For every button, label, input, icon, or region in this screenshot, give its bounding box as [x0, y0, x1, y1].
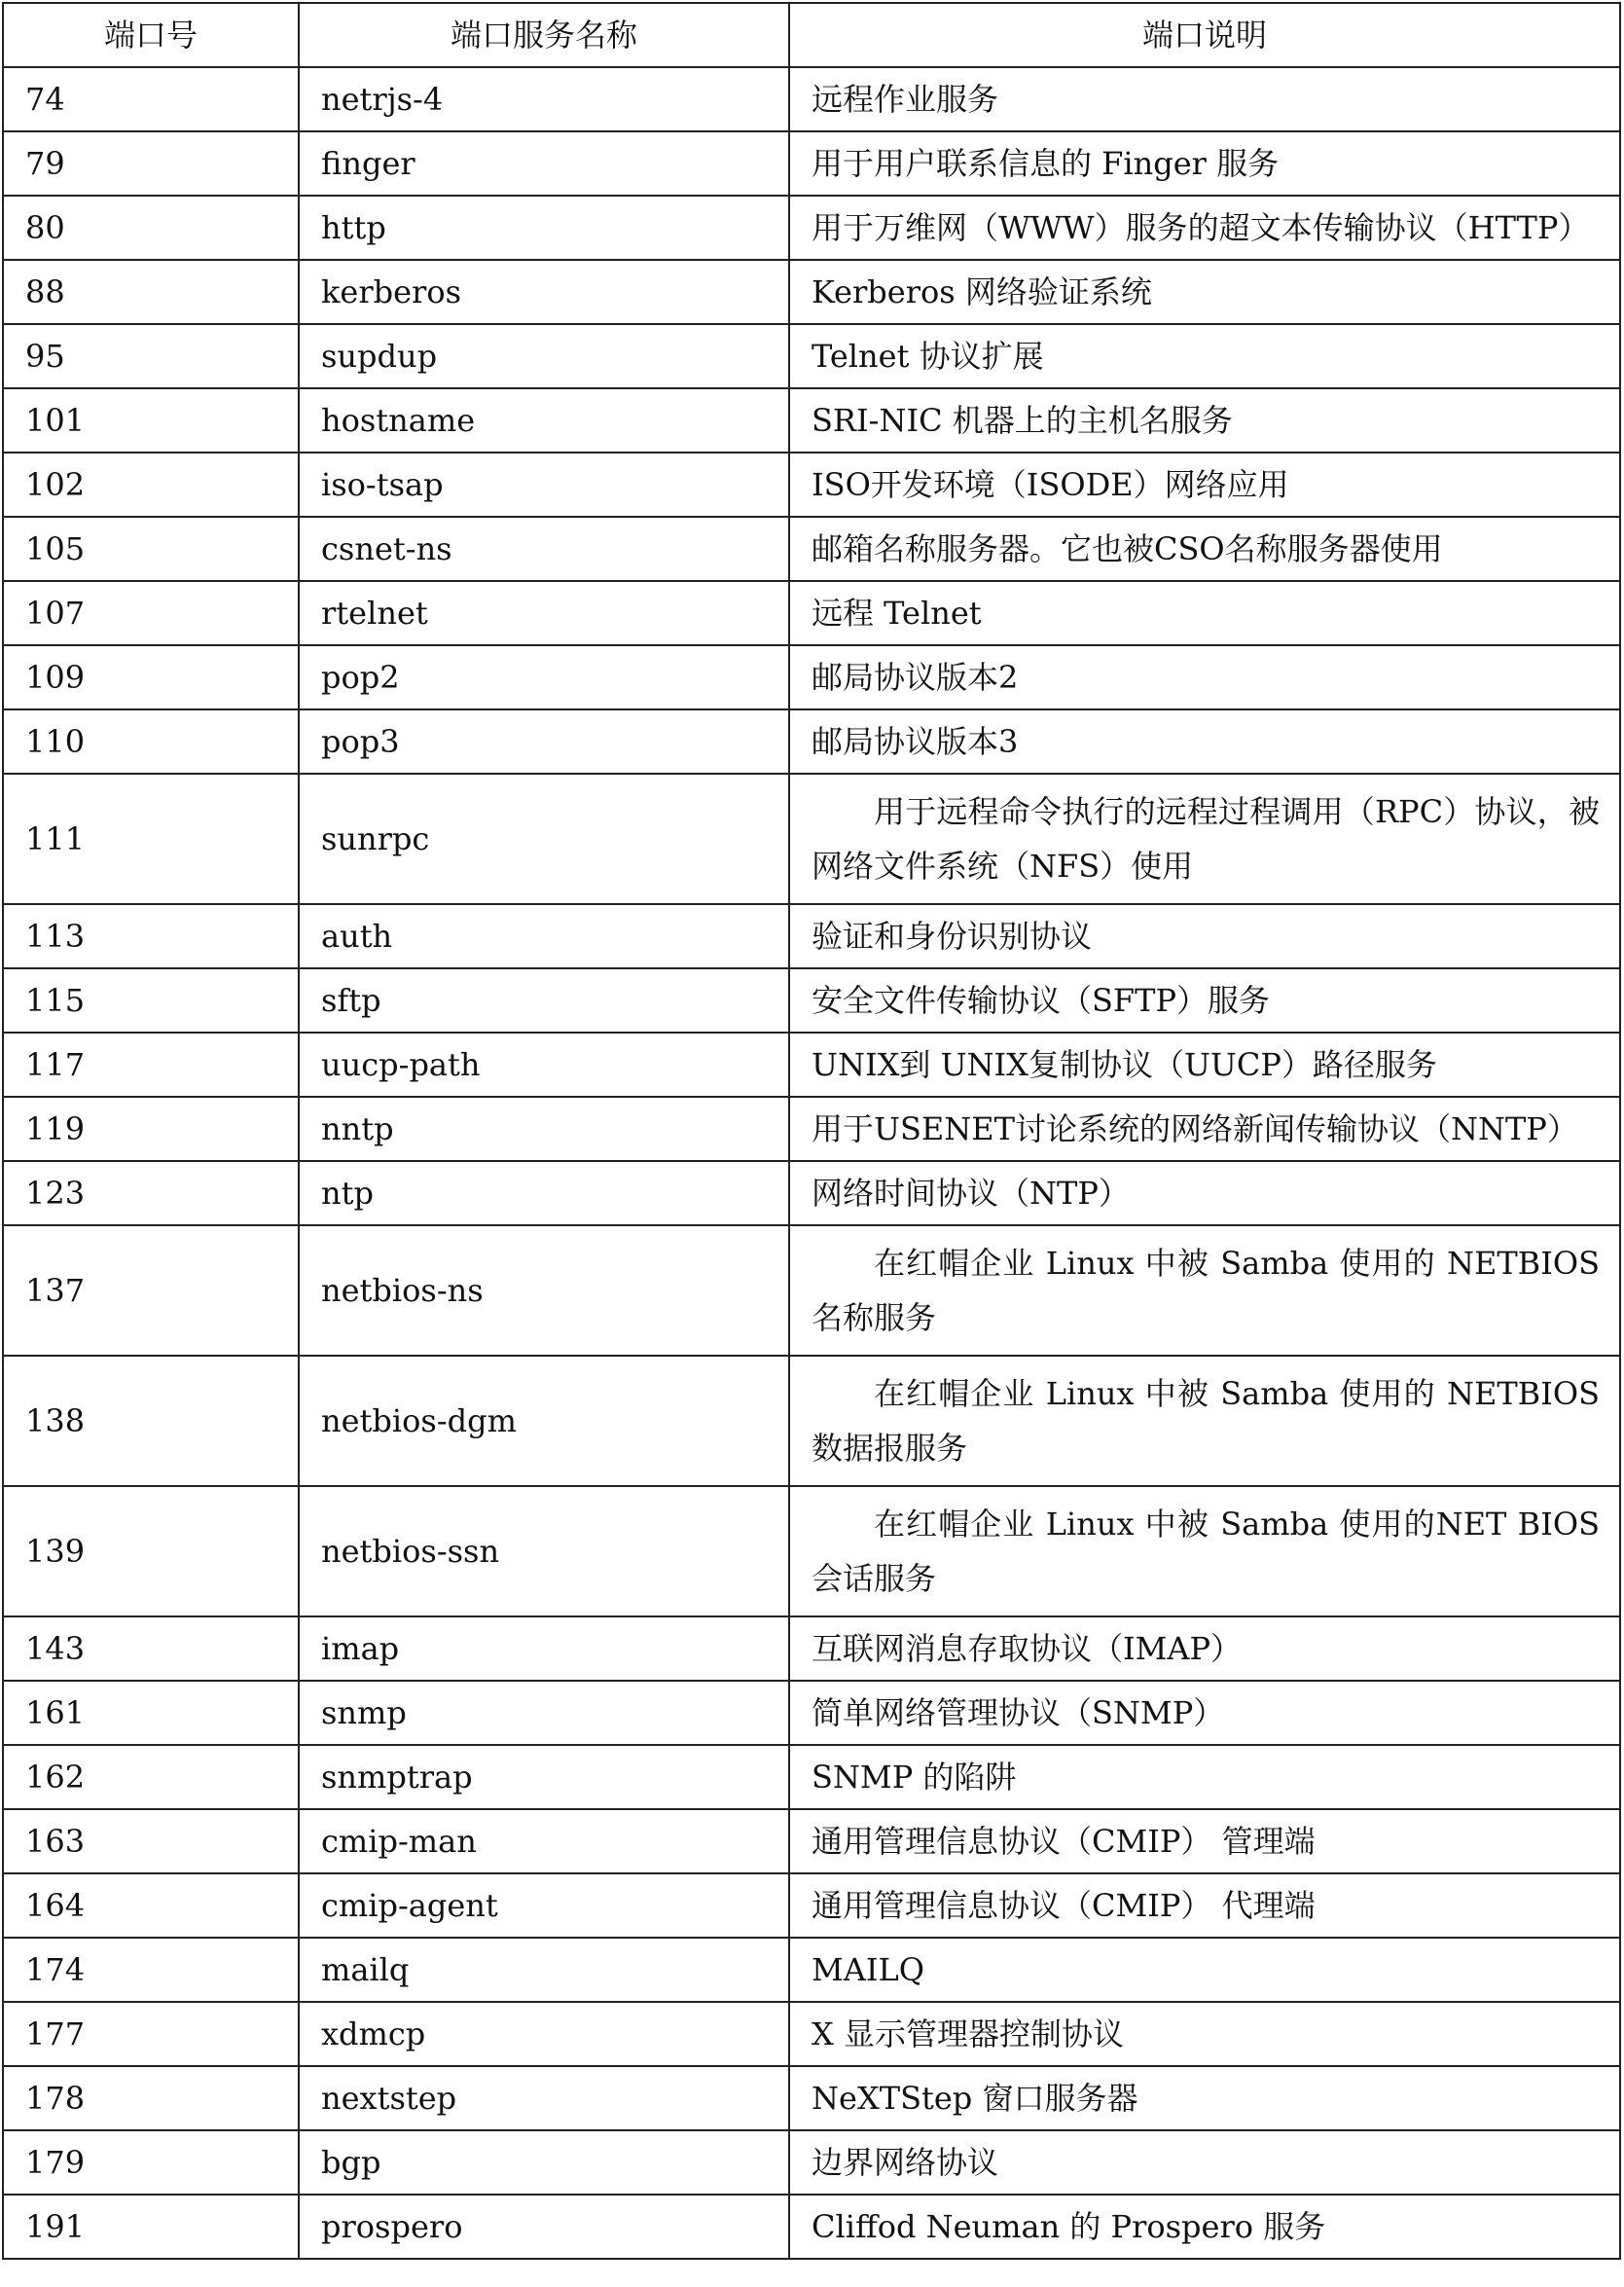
- description-cell: 用于万维网（WWW）服务的超文本传输协议（HTTP）: [789, 196, 1620, 260]
- port-cell: 119: [3, 1097, 299, 1161]
- table-row: [3, 968, 1620, 1033]
- description-cell: Telnet 协议扩展: [789, 324, 1620, 388]
- description-cell: 在红帽企业 Linux 中被 Samba 使用的 NETBIOS 数据报服务: [789, 1356, 1620, 1486]
- service-name-cell: netbios-ns: [299, 1225, 789, 1356]
- service-name-cell: rtelnet: [299, 581, 789, 645]
- table-row: [3, 196, 1620, 260]
- port-cell: 111: [3, 774, 299, 904]
- port-cell: 164: [3, 1873, 299, 1938]
- table-row: [3, 1356, 1620, 1486]
- service-name-cell: bgp: [299, 2130, 789, 2195]
- service-name-cell: finger: [299, 131, 789, 196]
- service-name-cell: imap: [299, 1616, 789, 1681]
- service-name-cell: snmptrap: [299, 1745, 789, 1809]
- port-cell: 139: [3, 1486, 299, 1616]
- port-cell: 161: [3, 1681, 299, 1745]
- port-cell: 179: [3, 2130, 299, 2195]
- table-row: [3, 1616, 1620, 1681]
- service-name-cell: csnet-ns: [299, 517, 789, 581]
- description-cell: Kerberos 网络验证系统: [789, 260, 1620, 324]
- description-cell: 验证和身份识别协议: [789, 904, 1620, 968]
- description-cell: SNMP 的陷阱: [789, 1745, 1620, 1809]
- port-cell: 80: [3, 196, 299, 260]
- service-name-cell: netrjs-4: [299, 67, 789, 131]
- port-cell: 110: [3, 709, 299, 774]
- table-row: [3, 1033, 1620, 1097]
- description-cell: 边界网络协议: [789, 2130, 1620, 2195]
- table-row: [3, 131, 1620, 196]
- port-cell: 88: [3, 260, 299, 324]
- table-row: [3, 517, 1620, 581]
- port-cell: 117: [3, 1033, 299, 1097]
- service-name-cell: nntp: [299, 1097, 789, 1161]
- description-cell: 通用管理信息协议（CMIP） 代理端: [789, 1873, 1620, 1938]
- description-cell: 简单网络管理协议（SNMP）: [789, 1681, 1620, 1745]
- service-name-cell: mailq: [299, 1938, 789, 2002]
- service-name-cell: netbios-ssn: [299, 1486, 789, 1616]
- port-cell: 107: [3, 581, 299, 645]
- description-cell: 用于USENET讨论系统的网络新闻传输协议（NNTP）: [789, 1097, 1620, 1161]
- port-cell: 105: [3, 517, 299, 581]
- description-cell: X 显示管理器控制协议: [789, 2002, 1620, 2066]
- description-cell: 网络时间协议（NTP）: [789, 1161, 1620, 1225]
- service-name-cell: ntp: [299, 1161, 789, 1225]
- port-cell: 174: [3, 1938, 299, 2002]
- service-name-cell: supdup: [299, 324, 789, 388]
- table-row: [3, 2066, 1620, 2130]
- description-cell: 邮局协议版本3: [789, 709, 1620, 774]
- port-cell: 102: [3, 453, 299, 517]
- description-cell: UNIX到 UNIX复制协议（UUCP）路径服务: [789, 1033, 1620, 1097]
- table-row: [3, 709, 1620, 774]
- port-cell: 79: [3, 131, 299, 196]
- port-cell: 177: [3, 2002, 299, 2066]
- port-cell: 113: [3, 904, 299, 968]
- description-cell: 在红帽企业 Linux 中被 Samba 使用的 NETBIOS 名称服务: [789, 1225, 1620, 1356]
- service-name-cell: xdmcp: [299, 2002, 789, 2066]
- port-cell: 95: [3, 324, 299, 388]
- port-cell: 162: [3, 1745, 299, 1809]
- table-row: [3, 2195, 1620, 2259]
- port-cell: 115: [3, 968, 299, 1033]
- service-name-cell: cmip-man: [299, 1809, 789, 1873]
- description-cell: SRI-NIC 机器上的主机名服务: [789, 388, 1620, 453]
- port-cell: 137: [3, 1225, 299, 1356]
- description-cell: Cliffod Neuman 的 Prospero 服务: [789, 2195, 1620, 2259]
- table-body: [3, 67, 1620, 2259]
- table-row: [3, 2002, 1620, 2066]
- table-row: [3, 453, 1620, 517]
- table-row: [3, 67, 1620, 131]
- description-cell: 邮箱名称服务器。它也被CSO名称服务器使用: [789, 517, 1620, 581]
- description-cell: ISO开发环境（ISODE）网络应用: [789, 453, 1620, 517]
- service-name-cell: snmp: [299, 1681, 789, 1745]
- service-name-cell: prospero: [299, 2195, 789, 2259]
- table-row: [3, 1097, 1620, 1161]
- service-name-cell: sftp: [299, 968, 789, 1033]
- port-cell: 123: [3, 1161, 299, 1225]
- table-row: [3, 1745, 1620, 1809]
- port-cell: 143: [3, 1616, 299, 1681]
- description-cell: 用于用户联系信息的 Finger 服务: [789, 131, 1620, 196]
- service-name-cell: nextstep: [299, 2066, 789, 2130]
- service-name-cell: kerberos: [299, 260, 789, 324]
- description-cell: 远程作业服务: [789, 67, 1620, 131]
- table-row: [3, 388, 1620, 453]
- table-row: [3, 1809, 1620, 1873]
- description-cell: 互联网消息存取协议（IMAP）: [789, 1616, 1620, 1681]
- table-row: [3, 1225, 1620, 1356]
- description-cell: 远程 Telnet: [789, 581, 1620, 645]
- table-row: [3, 1681, 1620, 1745]
- header-service-name: 端口服务名称: [299, 3, 789, 67]
- table-row: [3, 1938, 1620, 2002]
- service-name-cell: pop3: [299, 709, 789, 774]
- service-name-cell: hostname: [299, 388, 789, 453]
- port-cell: 74: [3, 67, 299, 131]
- service-name-cell: pop2: [299, 645, 789, 709]
- table-row: [3, 774, 1620, 904]
- description-cell: MAILQ: [789, 1938, 1620, 2002]
- service-name-cell: http: [299, 196, 789, 260]
- port-table: [2, 2, 1621, 2260]
- description-cell: NeXTStep 窗口服务器: [789, 2066, 1620, 2130]
- port-cell: 138: [3, 1356, 299, 1486]
- header-description: 端口说明: [789, 3, 1620, 67]
- table-header: [3, 3, 1620, 67]
- port-cell: 101: [3, 388, 299, 453]
- service-name-cell: auth: [299, 904, 789, 968]
- table-row: [3, 1873, 1620, 1938]
- service-name-cell: netbios-dgm: [299, 1356, 789, 1486]
- header-port-number: 端口号: [3, 3, 299, 67]
- table-row: [3, 1486, 1620, 1616]
- table-row: [3, 324, 1620, 388]
- table-row: [3, 904, 1620, 968]
- header-row: [3, 3, 1620, 67]
- service-name-cell: cmip-agent: [299, 1873, 789, 1938]
- port-cell: 191: [3, 2195, 299, 2259]
- description-cell: 用于远程命令执行的远程过程调用（RPC）协议，被网络文件系统（NFS）使用: [789, 774, 1620, 904]
- description-cell: 通用管理信息协议（CMIP） 管理端: [789, 1809, 1620, 1873]
- service-name-cell: iso-tsap: [299, 453, 789, 517]
- description-cell: 在红帽企业 Linux 中被 Samba 使用的NET BIOS 会话服务: [789, 1486, 1620, 1616]
- table-row: [3, 1161, 1620, 1225]
- port-cell: 109: [3, 645, 299, 709]
- service-name-cell: sunrpc: [299, 774, 789, 904]
- table-row: [3, 260, 1620, 324]
- table-row: [3, 645, 1620, 709]
- description-cell: 安全文件传输协议（SFTP）服务: [789, 968, 1620, 1033]
- table-row: [3, 581, 1620, 645]
- description-cell: 邮局协议版本2: [789, 645, 1620, 709]
- table-row: [3, 2130, 1620, 2195]
- service-name-cell: uucp-path: [299, 1033, 789, 1097]
- port-cell: 163: [3, 1809, 299, 1873]
- port-cell: 178: [3, 2066, 299, 2130]
